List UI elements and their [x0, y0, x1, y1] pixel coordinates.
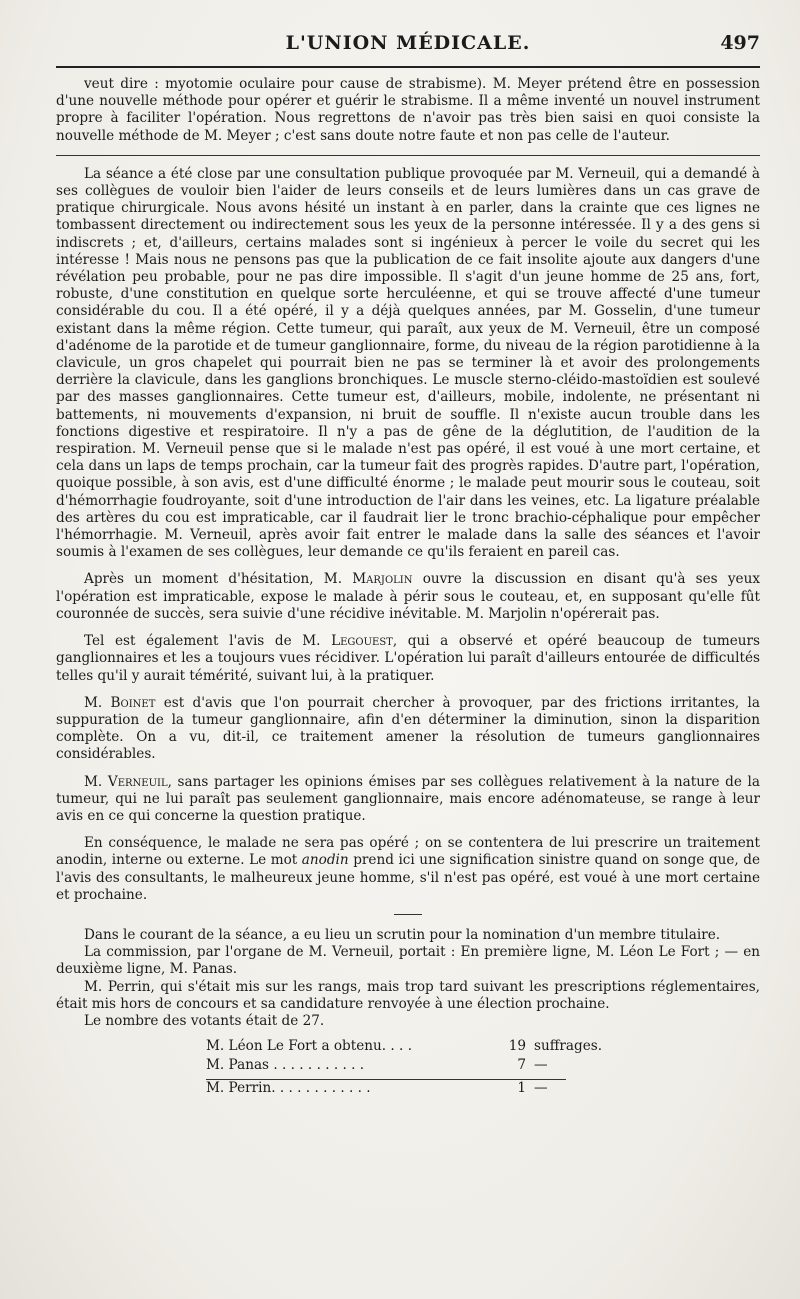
text-run: prend ici une signification sinistre quand on songe que, de l'avis des consultants, le malheureux jeune homme, s'il n'est pas opéré, est voué à une mort certaine et prochaine. — [56, 852, 760, 903]
paragraph-commission — [56, 944, 760, 978]
text-run: ouvre la discussion en disant qu'à ses yeux l'opération est impraticable, expose le malade à périr sous le couteau, et, en supposant qu'elle fût couronnée de succès, sera suivie d'une récidive inévitable. M. Marjolin n'opérerait pas. — [56, 571, 760, 622]
text-run: est d'avis que l'on pourrait chercher à provoquer, par des frictions irritantes, la suppuration de la tumeur ganglionnaire, afin d'en déterminer la diminution, sinon la disparition complète. On a vu, dit-il, ce traitement amener la résolution de tumeurs ganglionnaires considérables. — [56, 694, 760, 763]
text-run: Après un moment d'hésitation, M. — [84, 571, 353, 588]
paragraph-meyer — [56, 76, 760, 145]
paragraph-scrutin — [56, 927, 760, 944]
vote-row — [56, 1038, 760, 1057]
vote-label: — — [534, 1080, 548, 1097]
author-name: Marjolin — [352, 571, 413, 588]
author-name: Legouest — [331, 633, 393, 650]
paragraph-legouest — [56, 633, 760, 685]
candidate-name: M. Léon Le Fort a obtenu. . . . — [206, 1038, 413, 1055]
text-run: , qui a observé et opéré beaucoup de tumeurs ganglionnaires et les a toujours vues récidiver. L'opération lui paraît d'ailleurs entourée de difficultés telles qu'il y aurait témérité, suivant lui, à la pratiquer. — [56, 633, 760, 684]
candidate-name: M. Panas . . . . . . . . . . . — [206, 1057, 365, 1074]
paragraph-boinet — [56, 695, 760, 764]
short-rule — [394, 914, 422, 915]
paragraph-consequence — [56, 835, 760, 904]
text-run: M. — [84, 694, 111, 711]
page-header — [56, 30, 760, 68]
paragraph-consultation — [56, 166, 760, 562]
paragraph-verneuil — [56, 774, 760, 826]
text-run: M. Perrin, qui s'était mis sur les rangs, mais trop tard suivant les prescriptions réglementaires, était mis hors de concours et sa candidature renvoyée à une élection prochaine. — [56, 978, 760, 1012]
candidate-name: M. Perrin. . . . . . . . . . . . — [206, 1080, 371, 1097]
emphasis-text: anodin — [301, 852, 349, 869]
article-body — [56, 76, 760, 1099]
text-run: Dans le courant de la séance, a eu lieu un scrutin pour la nomination d'un membre titulaire. — [84, 926, 721, 943]
paragraph-votants — [56, 1013, 760, 1030]
text-run: Tel est également l'avis de M. — [84, 633, 332, 650]
separator-rule — [56, 155, 760, 156]
text-run: veut dire : myotomie oculaire pour cause de strabisme). M. Meyer prétend être en possession d'une nouvelle méthode pour opérer et guérir le strabisme. Il a même inventé un nouvel instrument propre à faciliter l'opération. Nous regrettons de n'avoir pas très bien saisi en quoi consiste la nouvelle méthode de M. Meyer ; c'est sans doute notre faute et non pas celle de l'auteur. — [56, 76, 760, 144]
text-run: M. — [84, 773, 108, 790]
vote-label: suffrages. — [534, 1038, 603, 1055]
vote-count: 1 — [517, 1080, 526, 1097]
author-name: Verneuil — [107, 773, 168, 790]
vote-count: 7 — [517, 1057, 526, 1074]
vote-count: 19 — [508, 1038, 526, 1055]
vote-row — [56, 1057, 760, 1076]
text-run: , sans partager les opinions émises par ses collègues relativement à la nature de la tumeur, qui ne lui paraît pas seulement ganglionnaire, mais encore adénomateuse, se range à leur avis en ce qui concerne la question pratique. — [56, 773, 760, 824]
vote-results — [56, 1038, 760, 1099]
page-number: 497 — [720, 32, 760, 54]
paragraph-marjolin — [56, 571, 760, 623]
paragraph-perrin — [56, 979, 760, 1013]
text-run: La commission, par l'organe de M. Verneuil, portait : En première ligne, M. Léon Le Fort ; — en deuxième ligne, M. Panas. — [56, 944, 760, 978]
author-name: Boinet — [110, 694, 156, 711]
text-run: Le nombre des votants était de 27. — [84, 1012, 325, 1029]
text-run: En conséquence, le malade ne sera pas opéré ; on se contentera de lui prescrire un traitement anodin, interne ou externe. Le mot — [56, 835, 760, 869]
journal-title: L'UNION MÉDICALE. — [285, 32, 531, 54]
vote-row — [56, 1080, 760, 1099]
text-run: La séance a été close par une consultation publique provoquée par M. Verneuil, qui a demandé à ses collègues de vouloir bien l'aider de leurs conseils et de leurs lumières dans un cas grave de pratique chirurgicale. Nous avons hésité un instant à en parler, dans la crainte que ces lignes ne tombassent directement ou indirectement sous les yeux de la personne intéressée. Il y a des gens si indiscrets ; et, d'ailleurs, certains malades sont si ingénieux à percer le voile du secret qui les intéresse ! Mais nous ne pensons pas que la publication de ce fait insolite ajoute aux dangers d'une révélation peu probable, pour ne pas dire impossible. Il s'agit d'un jeune homme de 25 ans, fort, robuste, d'une constitution en quelque sorte herculéenne, et qui se trouve affecté d'une tumeur considérable du cou. Il a été opéré, il y a déjà quelques années, par M. Gosselin, d'une tumeur existant dans la même région. Cette tumeur, qui paraît, aux yeux de M. Verneuil, être un composé d'adénome de la parotide et de tumeur ganglionnaire, forme, du niveau de la région parotidienne à la clavicule, un gros chapelet qui pourrait bien ne pas se terminer là et avoir des prolongements derrière la clavicule, dans les ganglions bronchiques. Le muscle sterno-cléido-mastoïdien est soulevé par des masses ganglionnaires. Cette tumeur est, d'ailleurs, mobile, indolente, ne présentant ni battements, ni mouvements d'expansion, ni bruit de souffle. Il n'existe aucun trouble dans les fonctions digestive et respiratoire. Il n'y a pas de gêne de la déglutition, de l'audition de la respiration. M. Verneuil pense que si le malade n'est pas opéré, il est voué à une mort certaine, et cela dans un laps de temps prochain, car la tumeur fait des progrès rapides. D'autre part, l'opération, quoique possible, à son avis, est d'une difficulté énorme ; le malade peut mourir sous le couteau, soit d'hémorrhagie foudroyante, soit d'une introduction de l'air dans les veines, etc. La ligature préalable des artères du cou est impraticable, car il faudrait lier le tronc brachio-céphalique pour empêcher l'hémorrhagie. M. Verneuil, après avoir fait entrer le malade dans la salle des séances et l'avoir soumis à l'examen de ses collègues, leur demande ce qu'ils feraient en pareil cas. — [56, 165, 760, 561]
vote-label: — — [534, 1057, 548, 1074]
